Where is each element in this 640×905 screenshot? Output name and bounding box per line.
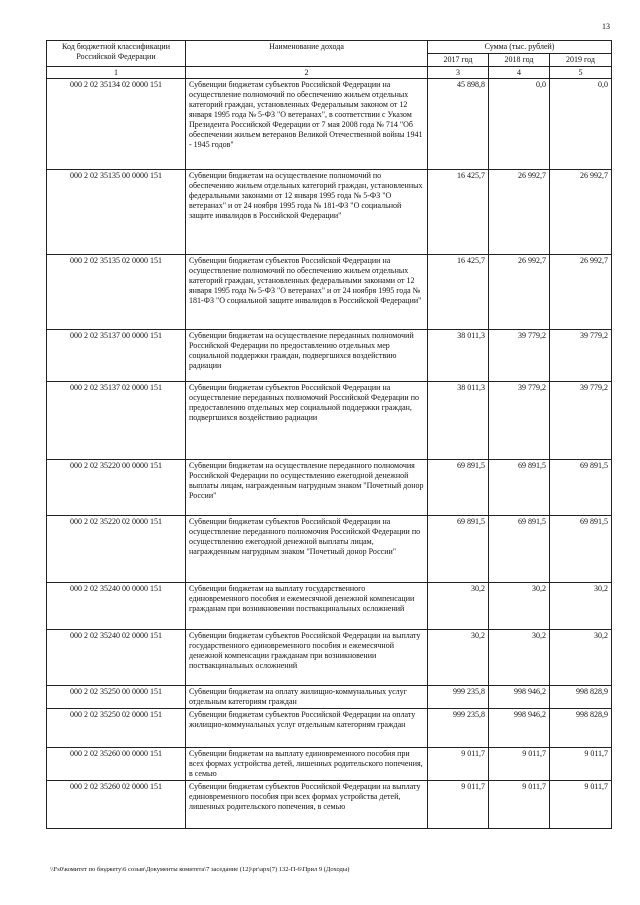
table-row	[47, 382, 612, 460]
amount-2018-cell: 9 011,7	[489, 781, 550, 829]
budget-code-cell: 000 2 02 35135 00 0000 151	[47, 170, 186, 255]
budget-code-cell: 000 2 02 35240 02 0000 151	[47, 630, 186, 686]
revenue-name-cell: Субвенции бюджетам субъектов Российской Федерации на осуществление полномочий по обеспечению жильем отдельных категорий граждан, установленных Федеральным законом от 12 января 1995 года № 5-ФЗ "О ветеранах", в соответствии с Указом Президента Российской Федерации от 7 мая 2008 года № 714 "Об обеспечении жильем ветеранов Великой Отечественной войны 1941 - 1945 годов"	[186, 79, 428, 170]
header-code: Код бюджетной классификации Российской Федерации	[47, 41, 186, 67]
amount-2017-cell: 69 891,5	[428, 516, 489, 583]
col-number-4: 4	[489, 67, 550, 79]
table-row	[47, 709, 612, 748]
revenue-name-cell: Субвенции бюджетам субъектов Российской Федерации на выплату государственного единовременного пособия и ежемесячной денежной компенсации гражданам при возникновении поствакцинальных осложнений	[186, 630, 428, 686]
amount-2018-cell: 998 946,2	[489, 709, 550, 748]
revenue-name-cell: Субвенции бюджетам субъектов Российской Федерации на осуществление полномочий по обеспечению жильем отдельных категорий граждан, установленных федеральными законами от 12 января 1995 года № 5-ФЗ "О ветеранах" и от 24 ноября 1995 года № 181-ФЗ "О социальной защите инвалидов в Российской Федерации"	[186, 255, 428, 330]
budget-code-cell: 000 2 02 35137 00 0000 151	[47, 330, 186, 382]
amount-2019-cell: 26 992,7	[550, 170, 612, 255]
header-sum: Сумма (тыс. рублей)	[428, 41, 612, 54]
table-row	[47, 781, 612, 829]
table-row	[47, 330, 612, 382]
amount-2019-cell: 998 828,9	[550, 686, 612, 709]
amount-2018-cell: 39 779,2	[489, 330, 550, 382]
amount-2018-cell: 9 011,7	[489, 748, 550, 781]
amount-2019-cell: 30,2	[550, 630, 612, 686]
table-row	[47, 255, 612, 330]
amount-2017-cell: 16 425,7	[428, 255, 489, 330]
table-row	[47, 630, 612, 686]
budget-code-cell: 000 2 02 35220 00 0000 151	[47, 460, 186, 516]
budget-code-cell: 000 2 02 35137 02 0000 151	[47, 382, 186, 460]
revenue-name-cell: Субвенции бюджетам на выплату единовременного пособия при всех формах устройства детей, лишенных родительского попечения, в семью	[186, 748, 428, 781]
table-row	[47, 170, 612, 255]
amount-2017-cell: 999 235,8	[428, 709, 489, 748]
amount-2019-cell: 30,2	[550, 583, 612, 630]
budget-code-cell: 000 2 02 35134 02 0000 151	[47, 79, 186, 170]
budget-code-cell: 000 2 02 35250 00 0000 151	[47, 686, 186, 709]
revenue-name-cell: Субвенции бюджетам на выплату государственного единовременного пособия и ежемесячной денежной компенсации гражданам при возникновении поствакцинальных осложнений	[186, 583, 428, 630]
amount-2018-cell: 30,2	[489, 583, 550, 630]
amount-2019-cell: 26 992,7	[550, 255, 612, 330]
amount-2018-cell: 26 992,7	[489, 170, 550, 255]
amount-2019-cell: 9 011,7	[550, 781, 612, 829]
amount-2019-cell: 0,0	[550, 79, 612, 170]
revenue-name-cell: Субвенции бюджетам на осуществление переданных полномочий Российской Федерации по предоставлению отдельных мер социальной поддержки граждан, подвергшихся воздействию радиации	[186, 330, 428, 382]
header-name: Наименование дохода	[186, 41, 428, 67]
col-number-3: 3	[428, 67, 489, 79]
table-row	[47, 583, 612, 630]
amount-2018-cell: 26 992,7	[489, 255, 550, 330]
budget-code-cell: 000 2 02 35220 02 0000 151	[47, 516, 186, 583]
budget-code-cell: 000 2 02 35260 02 0000 151	[47, 781, 186, 829]
amount-2017-cell: 38 011,3	[428, 382, 489, 460]
file-path-footer: \\Fs0\комитет по бюджету\6 созыв\Документы комитета\7 заседание (12)\рг\арх(7) 132-П-6\Прил 9 (Доходы)	[50, 866, 350, 873]
amount-2017-cell: 69 891,5	[428, 460, 489, 516]
header-year-2017: 2017 год	[428, 54, 489, 67]
amount-2019-cell: 998 828,9	[550, 709, 612, 748]
amount-2017-cell: 9 011,7	[428, 748, 489, 781]
amount-2018-cell: 69 891,5	[489, 516, 550, 583]
revenue-name-cell: Субвенции бюджетам на оплату жилищно-коммунальных услуг отдельным категориям граждан	[186, 686, 428, 709]
revenue-name-cell: Субвенции бюджетам на осуществление полномочий по обеспечению жильем отдельных категорий граждан, установленных федеральными законами от 12 января 1995 года № 5-ФЗ "О ветеранах" и от 24 ноября 1995 года № 181-ФЗ "О социальной защите инвалидов в Российской Федерации"	[186, 170, 428, 255]
table-row	[47, 79, 612, 170]
amount-2018-cell: 69 891,5	[489, 460, 550, 516]
amount-2018-cell: 39 779,2	[489, 382, 550, 460]
header-year-2018: 2018 год	[489, 54, 550, 67]
page-number: 13	[602, 22, 610, 31]
col-number-5: 5	[550, 67, 612, 79]
revenue-name-cell: Субвенции бюджетам на осуществление переданного полномочия Российской Федерации по осуществлению ежегодной денежной выплаты лицам, награжденным нагрудным знаком "Почетный донор России"	[186, 460, 428, 516]
amount-2019-cell: 69 891,5	[550, 460, 612, 516]
amount-2017-cell: 30,2	[428, 583, 489, 630]
budget-code-cell: 000 2 02 35135 02 0000 151	[47, 255, 186, 330]
col-number-1: 1	[47, 67, 186, 79]
revenue-name-cell: Субвенции бюджетам субъектов Российской Федерации на выплату единовременного пособия при всех формах устройства детей, лишенных родительского попечения, в семью	[186, 781, 428, 829]
amount-2017-cell: 999 235,8	[428, 686, 489, 709]
amount-2017-cell: 45 898,8	[428, 79, 489, 170]
amount-2019-cell: 69 891,5	[550, 516, 612, 583]
amount-2019-cell: 39 779,2	[550, 330, 612, 382]
table-row	[47, 748, 612, 781]
budget-code-cell: 000 2 02 35250 02 0000 151	[47, 709, 186, 748]
amount-2017-cell: 9 011,7	[428, 781, 489, 829]
amount-2017-cell: 38 011,3	[428, 330, 489, 382]
revenue-table	[46, 40, 612, 829]
amount-2019-cell: 39 779,2	[550, 382, 612, 460]
amount-2018-cell: 998 946,2	[489, 686, 550, 709]
amount-2018-cell: 30,2	[489, 630, 550, 686]
amount-2017-cell: 16 425,7	[428, 170, 489, 255]
amount-2018-cell: 0,0	[489, 79, 550, 170]
amount-2017-cell: 30,2	[428, 630, 489, 686]
table-row	[47, 516, 612, 583]
table-row	[47, 686, 612, 709]
header-year-2019: 2019 год	[550, 54, 612, 67]
budget-code-cell: 000 2 02 35240 00 0000 151	[47, 583, 186, 630]
revenue-name-cell: Субвенции бюджетам субъектов Российской Федерации на оплату жилищно-коммунальных услуг отдельным категориям граждан	[186, 709, 428, 748]
col-number-2: 2	[186, 67, 428, 79]
table-row	[47, 460, 612, 516]
revenue-name-cell: Субвенции бюджетам субъектов Российской Федерации на осуществление переданных полномочий Российской Федерации по предоставлению отдельных мер социальной поддержки граждан, подвергшихся воздействию радиации	[186, 382, 428, 460]
budget-code-cell: 000 2 02 35260 00 0000 151	[47, 748, 186, 781]
amount-2019-cell: 9 011,7	[550, 748, 612, 781]
revenue-name-cell: Субвенции бюджетам субъектов Российской Федерации на осуществление переданного полномочия Российской Федерации по осуществлению ежегодной денежной выплаты лицам, награжденным нагрудным знаком "Почетный донор России"	[186, 516, 428, 583]
